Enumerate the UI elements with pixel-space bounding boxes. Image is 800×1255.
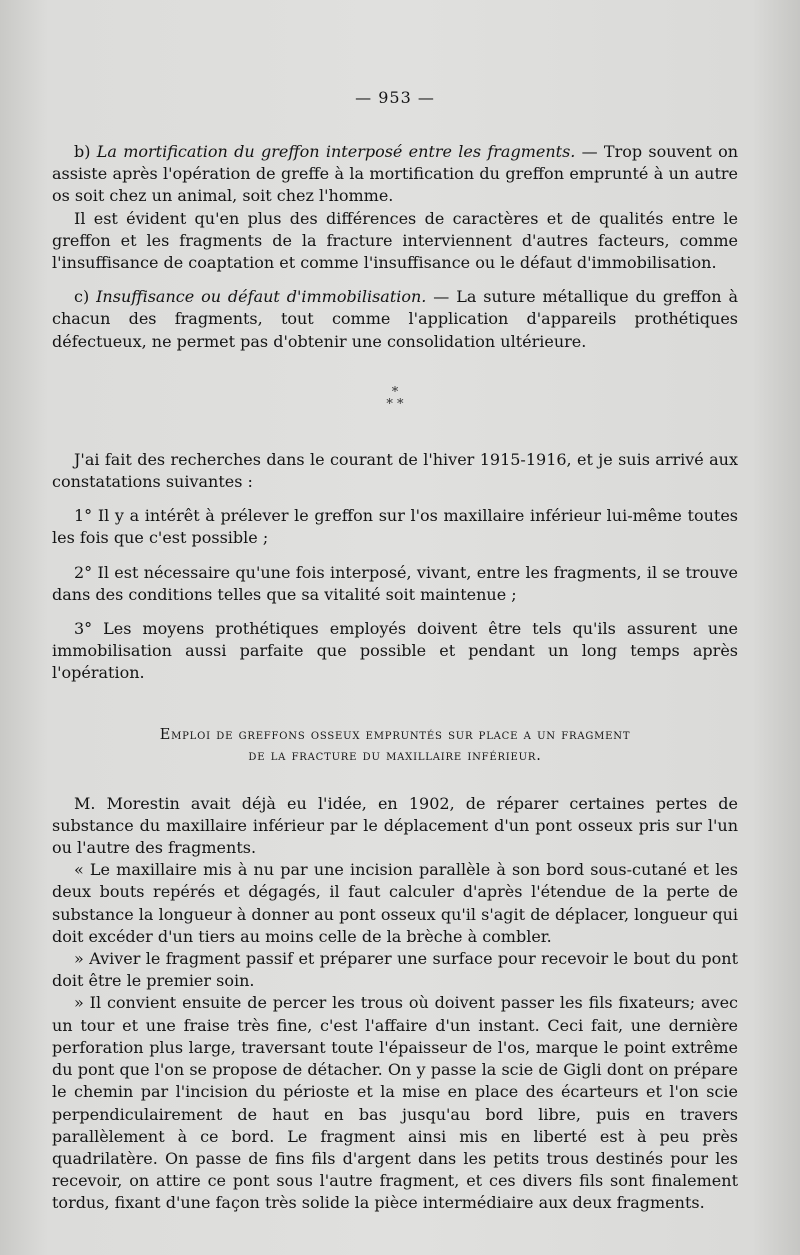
paragraph-b — [52, 141, 738, 208]
section-paragraph-4: » Il convient ensuite de percer les trous où doivent passer les fils fixateurs; avec un tour et une fraise très fine, c'est l'affaire d'un instant. Ceci fait, une dernière perforation plus large, traversant toute l'épaisseur de l'os, marque le point extrême du pont que l'on se propose de détacher. On y passe la scie de Gigli dont on prépare le chemin par l'incision du périoste et la mise en place des écarteurs et l'on scie perpendiculairement de haut en bas jusqu'au bord libre, puis en travers parallèlement à ce bord. Le fragment ainsi mis en liberté est à peu près quadrilatère. On passe de fins fils d'argent dans les petits trous destinés pour les recevoir, on attire ce pont sous l'autre fragment, et ces divers fils sont finalement tordus, fixant d'une façon très solide la pièce intermédiaire aux deux fragments. — [52, 993, 738, 1213]
section-paragraph-1: M. Morestin avait déjà eu l'idée, en 1902, de réparer certaines pertes de substance du maxillaire inférieur par le déplacement d'un pont osseux pris sur l'un ou l'autre des fragments. — [52, 793, 738, 858]
asterism-top: * — [391, 384, 399, 400]
paragraph-c-title: Insuffisance ou défaut d'immobilisation. — [96, 287, 427, 307]
asterism-bottom: * * — [386, 396, 404, 412]
paragraph-c — [52, 286, 738, 353]
paragraph-c-marker: c) — [74, 287, 90, 307]
paragraph-b-marker: b) — [74, 142, 91, 161]
paragraph-b-title: La mortification du greffon interposé entre les fragments. — [96, 142, 576, 161]
section-paragraph-3: » Aviver le fragment passif et préparer une surface pour recevoir le bout du pont doit être le premier soin. — [52, 949, 738, 991]
section-paragraph-2: « Le maxillaire mis à nu par une incision parallèle à son bord sous-cutané et les deux bouts repérés et dégagés, il faut calculer d'après l'étendue de la perte de substance la longueur à donner au pont osseux qu'il s'agit de déplacer, longueur qui doit excéder d'un tiers au moins celle de la brèche à combler. — [52, 860, 738, 946]
section-heading — [52, 725, 738, 767]
asterism-divider — [52, 384, 738, 412]
research-paragraph: J'ai fait des recherches dans le courant de l'hiver 1915-1916, et je suis arrivé aux constatations suivantes : — [52, 449, 738, 492]
paragraph-b-continued: Il est évident qu'en plus des différences de caractères et de qualités entre le greffon et les fragments de la fracture interviennent d'autres facteurs, comme l'insuffisance de coaptation et comme l'insuffisance ou le défaut d'immobilisation. — [52, 208, 738, 273]
finding-point-2: 2° Il est nécessaire qu'une fois interposé, vivant, entre les fragments, il se trouve dans des conditions telles que sa vitalité soit maintenue ; — [52, 562, 738, 604]
finding-point-3: 3° Les moyens prothétiques employés doivent être tels qu'ils assurent une immobilisation aussi parfaite que possible et pendant un long temps après l'opération. — [52, 619, 738, 683]
paragraph-c-text: — La suture métallique du greffon à chacun des fragments, tout comme l'application d'appareils prothétiques défectueux, ne permet pas d'obtenir une consolidation ultérieure. — [52, 287, 739, 351]
paragraph-b-text: — Trop souvent on assiste après l'opération de greffe à la mortification du greffon emprunté à un autre os soit chez un animal, soit chez l'homme. — [52, 142, 739, 206]
finding-point-1: 1° Il y a intérêt à prélever le greffon sur l'os maxillaire inférieur lui-même toutes les fois que c'est possible ; — [52, 506, 738, 548]
section-heading-line-1: Emploi de greffons osseux empruntés sur place a un fragment — [159, 726, 631, 743]
section-heading-line-2: de la fracture du maxillaire inférieur. — [248, 747, 542, 764]
page-number: — 953 — — [355, 88, 435, 107]
